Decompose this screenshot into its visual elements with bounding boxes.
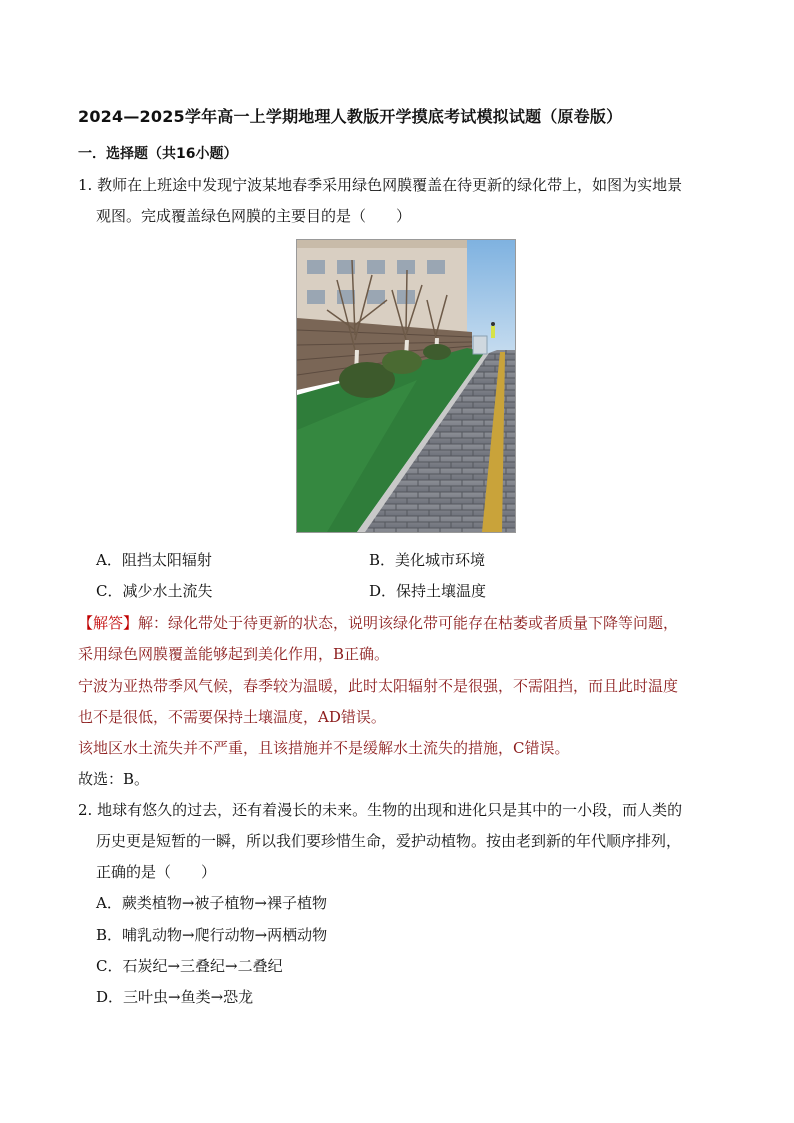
q2-stem-line-1: 2. 地球有悠久的过去，还有着漫长的未来。生物的出现和进化只是其中的一小段，而人类的 <box>78 801 683 819</box>
q1-option-c: C．减少水土流失 <box>96 582 213 600</box>
q2-option-a: A．蕨类植物→被子植物→裸子植物 <box>96 894 327 912</box>
q2-stem-line-3: 正确的是（ ） <box>96 863 217 881</box>
section-heading: 一．选择题（共16小题） <box>78 146 238 162</box>
q1-answer-conclusion: 故选：B。 <box>78 770 150 788</box>
q1-stem-line-2: 观图。完成覆盖绿色网膜的主要目的是（ ） <box>96 207 412 225</box>
answer-text: 解：绿化带处于待更新的状态，说明该绿化带可能存在枯萎或者质量下降等问题， <box>138 614 679 632</box>
q1-option-b: B．美化城市环境 <box>369 551 486 569</box>
q1-answer-line-5: 该地区水土流失并不严重，且该措施并不是缓解水土流失的措施，C错误。 <box>78 739 570 757</box>
q1-scene-photo <box>296 239 516 533</box>
answer-tag: 【解答】 <box>78 614 139 632</box>
page-title: 2024—2025学年高一上学期地理人教版开学摸底考试模拟试题（原卷版） <box>78 107 623 126</box>
q1-option-a: A．阻挡太阳辐射 <box>96 551 212 569</box>
q2-stem-line-2: 历史更是短暂的一瞬，所以我们要珍惜生命，爱护动植物。按由老到新的年代顺序排列， <box>96 832 682 850</box>
q1-answer-line-4: 也不是很低，不需要保持土壤温度，AD错误。 <box>78 708 386 726</box>
q1-option-d: D．保持土壤温度 <box>369 582 487 600</box>
q1-answer-line-2: 采用绿色网膜覆盖能够起到美化作用，B正确。 <box>78 645 390 663</box>
q1-answer-line-1 <box>78 612 678 633</box>
q2-option-d: D．三叶虫→鱼类→恐龙 <box>96 988 254 1006</box>
q2-option-b: B．哺乳动物→爬行动物→两栖动物 <box>96 926 328 944</box>
q1-answer-line-3: 宁波为亚热带季风气候，春季较为温暖，此时太阳辐射不是很强，不需阻挡，而且此时温度 <box>78 677 679 695</box>
q2-option-c: C．石炭纪→三叠纪→二叠纪 <box>96 957 283 975</box>
q1-stem-line-1: 1. 教师在上班途中发现宁波某地春季采用绿色网膜覆盖在待更新的绿化带上，如图为实地景 <box>78 176 683 194</box>
